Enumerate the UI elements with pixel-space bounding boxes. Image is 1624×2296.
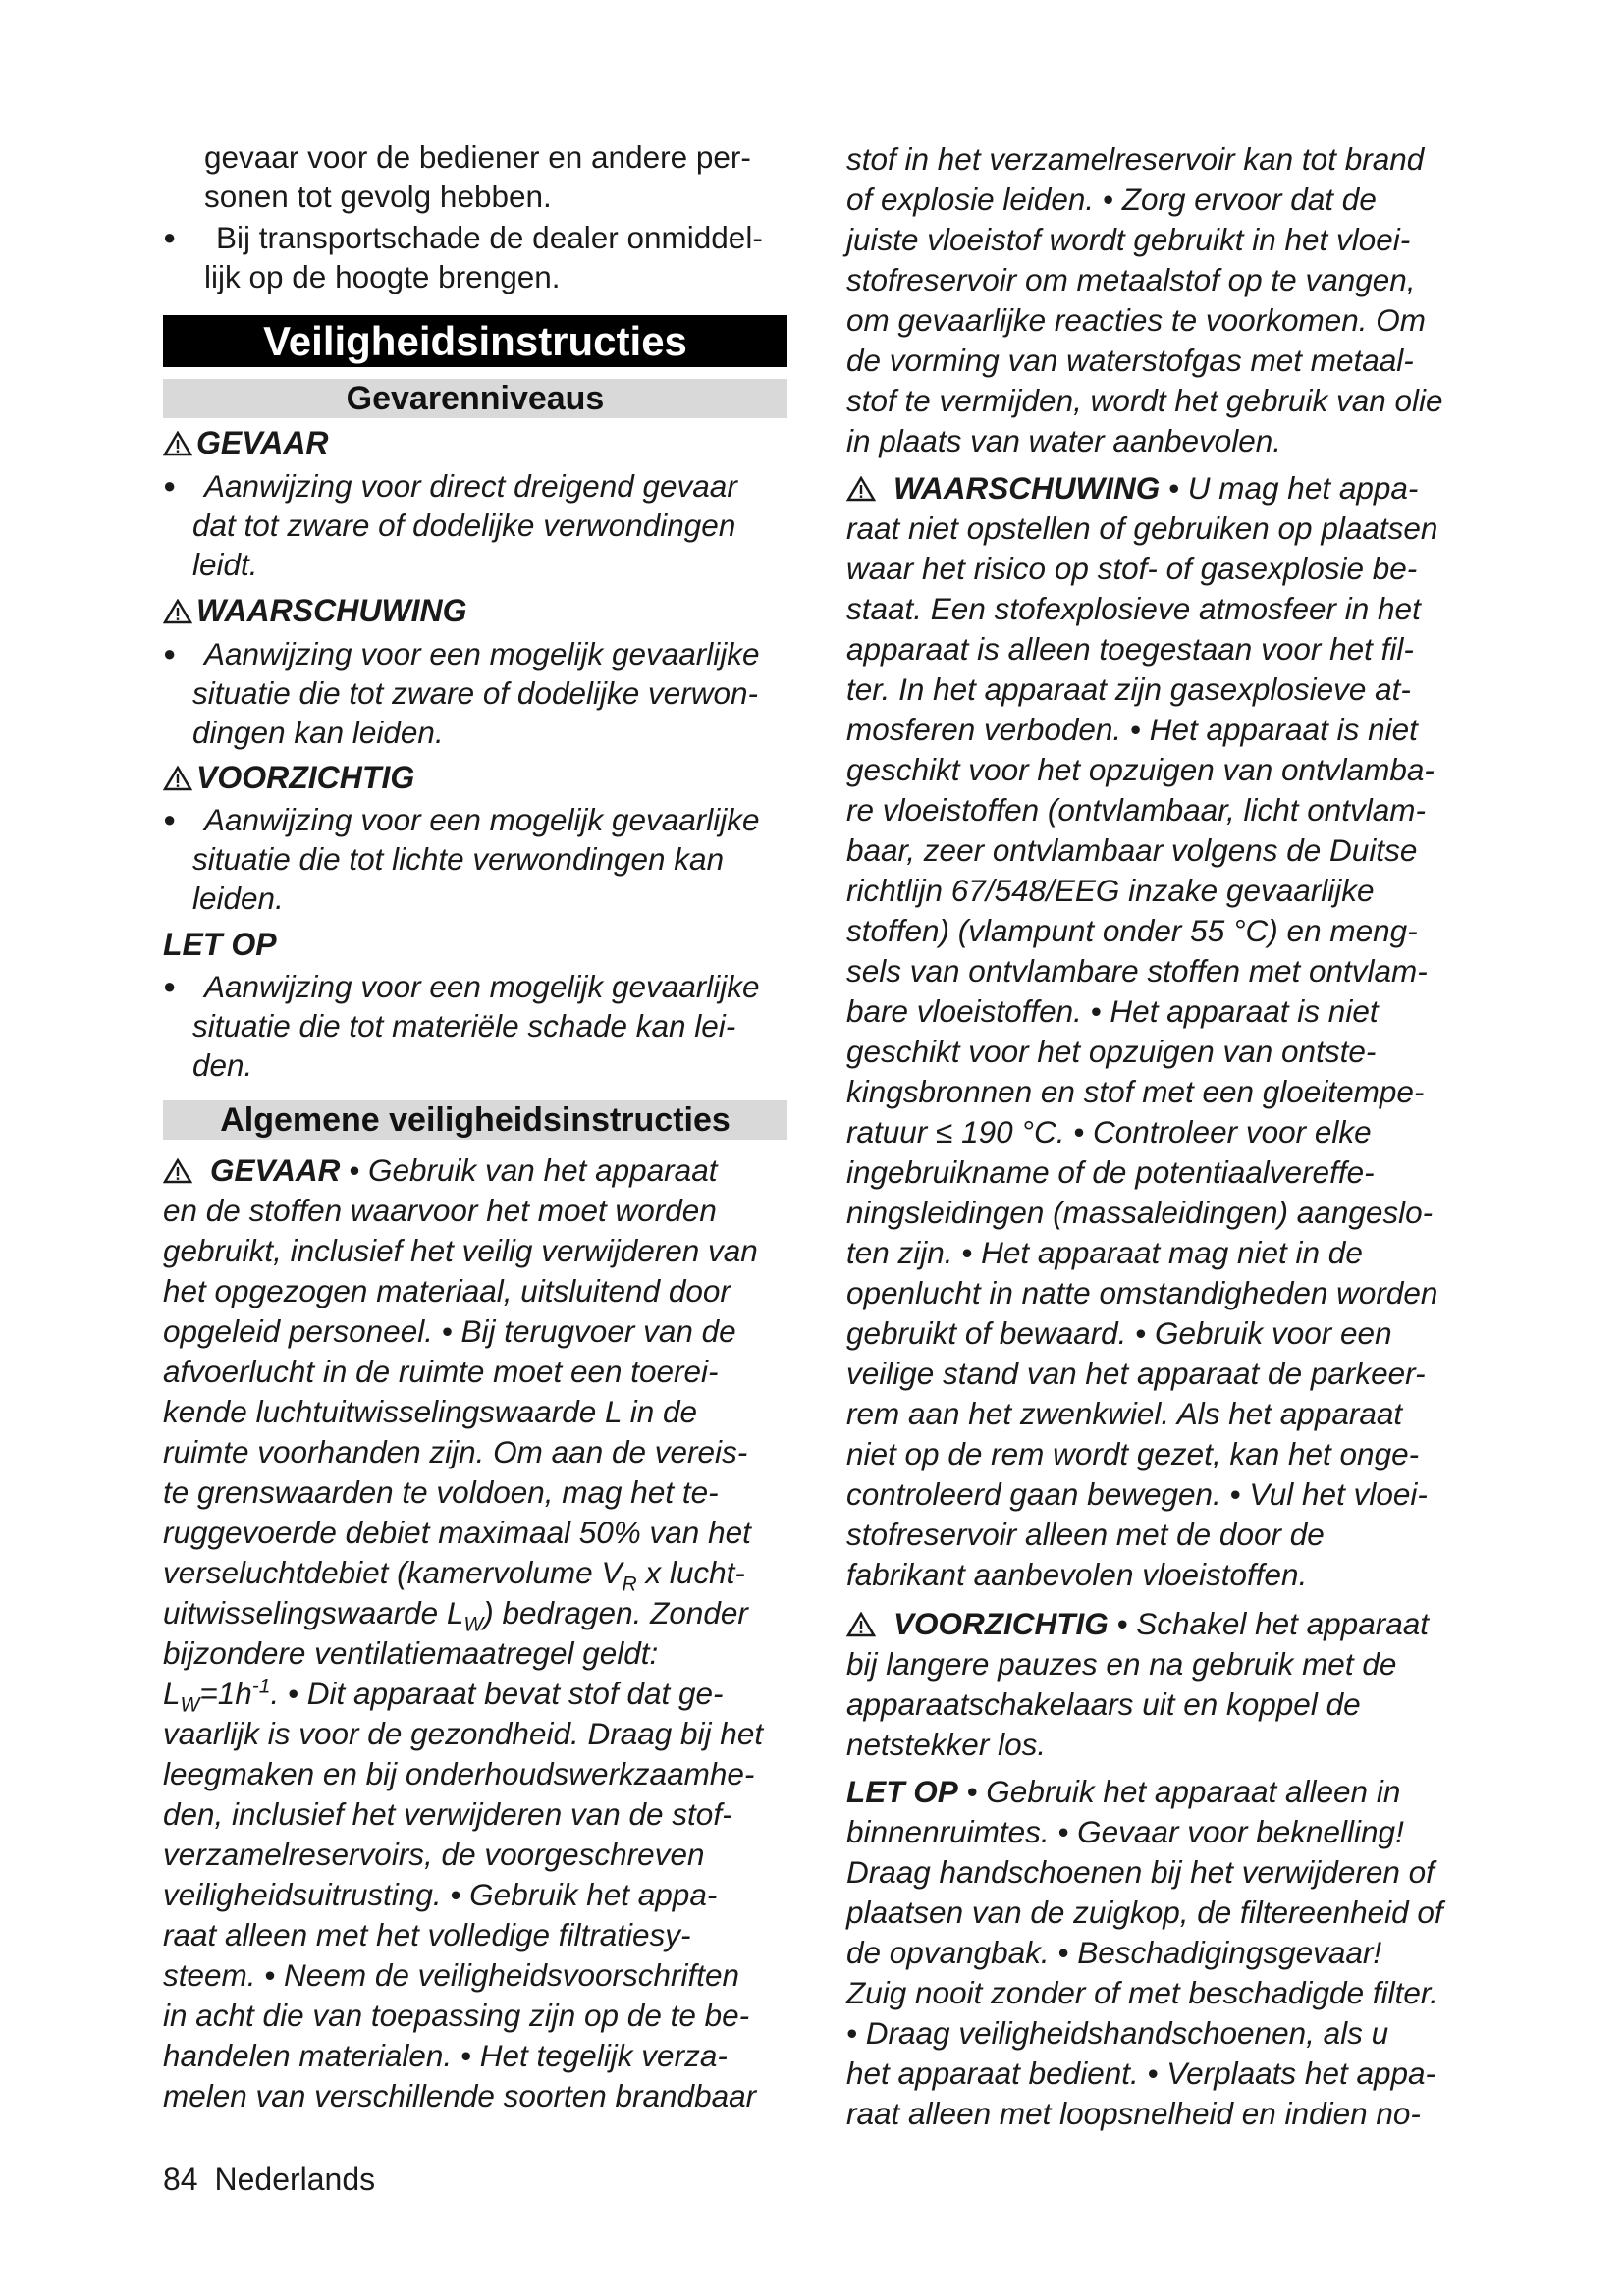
level-description: situatie die tot materiële schade kan lei-	[192, 1008, 736, 1043]
level-description: Aanwijzing voor een mogelijk gevaarlijke	[204, 802, 760, 837]
right-text-line: ingebruikname of de potentiaalvereffe-	[846, 1154, 1375, 1190]
general-text-line: verseluchtdebiet (kamervolume $V_R$ x lucht-	[163, 1555, 745, 1596]
right-text-line: stoffen) (vlampunt onder 55 °C) en meng-	[846, 913, 1418, 948]
right-text-line: WAARSCHUWING • U mag het appa-	[846, 468, 1418, 507]
bullet-dot: ●	[163, 473, 177, 498]
page-footer	[163, 2160, 375, 2199]
right-text-line: • Draag veiligheidshandschoenen, als u	[846, 2015, 1389, 2051]
level-description: situatie die tot zware of dodelijke verwon-	[192, 675, 759, 711]
right-text-line: richtlijn 67/548/EEG inzake gevaarlijke	[846, 873, 1375, 908]
let-op-heading: LET OP	[163, 927, 277, 962]
level-description: situatie die tot lichte verwondingen kan	[192, 841, 725, 877]
general-text-line: ruggevoerde debiet maximaal 50% van het	[163, 1515, 751, 1550]
voorzichtig-label: VOORZICHTIG	[893, 1606, 1109, 1641]
right-text-line: bij langere pauzes en na gebruik met de	[846, 1646, 1397, 1682]
general-text-line: gebruikt, inclusief het veilig verwijderen van	[163, 1233, 758, 1268]
warning-triangle-icon	[163, 1158, 192, 1184]
right-text-line: of explosie leiden. • Zorg ervoor dat de	[846, 182, 1377, 217]
general-text-line: het opgezogen materiaal, uitsluitend door	[163, 1273, 731, 1308]
right-text-line: waar het risico op stof- of gasexplosie be-	[846, 551, 1418, 586]
right-text-line: ten zijn. • Het apparaat mag niet in de	[846, 1235, 1363, 1270]
right-text-line: binnenruimtes. • Gevaar voor beknelling!	[846, 1814, 1404, 1849]
right-text-line: het apparaat bedient. • Verplaats het appa-	[846, 2056, 1436, 2091]
right-text-line: staat. Een stofexplosieve atmosfeer in het	[846, 591, 1421, 626]
right-text-line: de vorming van waterstofgas met metaal-	[846, 343, 1414, 378]
right-text-line: stofreservoir om metaalstof op te vangen,	[846, 262, 1416, 297]
right-text-line: re vloeistoffen (ontvlambaar, licht ontvlam-	[846, 792, 1427, 828]
general-text-line: GEVAAR • Gebruik van het apparaat	[163, 1150, 717, 1190]
right-text-line: baar, zeer ontvlambaar volgens de Duitse	[846, 832, 1418, 868]
right-text-line: rem aan het zwenkwiel. Als het apparaat	[846, 1396, 1403, 1431]
right-text-line: mosferen verboden. • Het apparaat is niet	[846, 712, 1418, 747]
level-description: den.	[192, 1047, 253, 1083]
right-text-line: stof in het verzamelreservoir kan tot brand	[846, 141, 1425, 177]
gevaar-heading: GEVAAR	[163, 423, 329, 462]
intro-line: gevaar voor de bediener en andere per-	[204, 139, 751, 175]
general-text-line: veiligheidsuitrusting. • Gebruik het appa-	[163, 1877, 718, 1912]
general-text-line: uitwisselingswaarde $L_W$) bedragen. Zonder	[163, 1595, 748, 1636]
right-text-line: plaatsen van de zuigkop, de filtereenheid of	[846, 1895, 1443, 1930]
right-text-line: gebruikt of bewaard. • Gebruik voor een	[846, 1315, 1392, 1351]
section-title: Veiligheidsinstructies	[163, 315, 787, 367]
voorzichtig-heading: VOORZICHTIG	[163, 758, 414, 797]
level-description: Aanwijzing voor een mogelijk gevaarlijke	[204, 636, 760, 671]
warning-triangle-icon	[163, 599, 192, 624]
right-text-line: Draag handschoenen bij het verwijderen of	[846, 1854, 1435, 1890]
right-text-line: bare vloeistoffen. • Het apparaat is niet	[846, 993, 1379, 1029]
general-text-line: ruimte voorhanden zijn. Om aan de vereis-	[163, 1434, 748, 1469]
warning-triangle-icon	[846, 1612, 876, 1637]
right-text-line: geschikt voor het opzuigen van ontvlamba-	[846, 752, 1435, 787]
right-text-line: in plaats van water aanbevolen.	[846, 423, 1282, 458]
right-text-line: veilige stand van het apparaat de parkeer-	[846, 1356, 1426, 1391]
right-text-line: apparaatschakelaars uit en koppel de	[846, 1686, 1361, 1722]
general-text-line: handelen materialen. • Het tegelijk verza-	[163, 2038, 728, 2073]
right-text-line: LET OP • Gebruik het apparaat alleen in	[846, 1774, 1401, 1809]
subsection-header: Gevarenniveaus	[163, 379, 787, 418]
right-text-line: ratuur ≤ 190 °C. • Controleer voor elke	[846, 1114, 1372, 1149]
right-text-line: de opvangbak. • Beschadigingsgevaar!	[846, 1935, 1382, 1970]
right-text-line: stof te vermijden, wordt het gebruik van olie	[846, 383, 1443, 418]
right-text-line: kingsbronnen en stof met een gloeitempe-	[846, 1074, 1425, 1109]
subsection-header: Algemene veiligheidsinstructies	[163, 1100, 787, 1140]
right-text-line: controleerd gaan bewegen. • Vul het vloei-	[846, 1476, 1428, 1512]
general-text-line: vaarlijk is voor de gezondheid. Draag bij het	[163, 1716, 764, 1751]
level-description: dat tot zware of dodelijke verwondingen	[192, 507, 736, 543]
right-text-line: apparaat is alleen toegestaan voor het fil-	[846, 631, 1414, 667]
general-text-line: opgeleid personeel. • Bij terugvoer van de	[163, 1313, 736, 1349]
right-text-line: ter. In het apparaat zijn gasexplosieve at-	[846, 671, 1411, 707]
general-text-line: afvoerlucht in de ruimte moet een toerei-	[163, 1354, 719, 1389]
general-text-line: en de stoffen waarvoor het moet worden	[163, 1193, 717, 1228]
right-text-line: VOORZICHTIG • Schakel het apparaat	[846, 1604, 1429, 1643]
right-text-line: sels van ontvlambare stoffen met ontvlam-	[846, 953, 1428, 988]
general-text-line: leegmaken en bij onderhoudswerkzaamhe-	[163, 1756, 755, 1791]
right-text-line: openlucht in natte omstandigheden worden	[846, 1275, 1438, 1310]
general-text-line: te grenswaarden te voldoen, mag het te-	[163, 1474, 719, 1510]
right-text-line: fabrikant aanbevolen vloeistoffen.	[846, 1557, 1308, 1592]
warning-triangle-icon	[846, 476, 876, 502]
right-text-line: stofreservoir alleen met de door de	[846, 1517, 1325, 1552]
right-text-line: netstekker los.	[846, 1727, 1047, 1762]
let-op-label: LET OP	[846, 1774, 958, 1809]
general-text-line: bijzondere ventilatiemaatregel geldt:	[163, 1635, 659, 1671]
general-text-line: raat alleen met het volledige filtratiesy-	[163, 1917, 691, 1952]
general-text-line: steem. • Neem de veiligheidsvoorschriften	[163, 1957, 740, 1993]
general-text-line: melen van verschillende soorten brandbaar	[163, 2078, 757, 2113]
level-description: leiden.	[192, 881, 284, 916]
bullet-dot: ●	[163, 807, 177, 831]
level-description: Aanwijzing voor een mogelijk gevaarlijke	[204, 969, 760, 1004]
warning-triangle-icon	[163, 431, 192, 456]
right-text-line: geschikt voor het opzuigen van ontste-	[846, 1034, 1377, 1069]
bullet-dot: ●	[163, 974, 177, 998]
general-text-line: verzamelreservoirs, de voorgeschreven	[163, 1837, 705, 1872]
right-text-line: raat alleen met loopsnelheid en indien no-	[846, 2096, 1421, 2131]
footer-language: Nederlands	[214, 2162, 376, 2197]
right-text-line: ningsleidingen (massaleidingen) aangeslo-	[846, 1195, 1434, 1230]
general-text-line: kende luchtuitwisselingswaarde L in de	[163, 1394, 698, 1429]
warning-triangle-icon	[163, 766, 192, 791]
right-text-line: niet op de rem wordt gezet, kan het onge-	[846, 1436, 1420, 1471]
intro-bullet-line: Bij transportschade de dealer onmiddel-	[216, 220, 763, 255]
level-description: Aanwijzing voor direct dreigend gevaar	[204, 468, 737, 504]
right-text-line: Zuig nooit zonder of met beschadigde filter.	[846, 1975, 1438, 2010]
right-text-line: raat niet opstellen of gebruiken op plaatsen	[846, 510, 1438, 546]
bullet-dot: ●	[163, 225, 177, 249]
page-number: 84	[163, 2162, 198, 2197]
general-text-line: $L_W=1h^{-1}$. • Dit apparaat bevat stof dat ge-	[163, 1675, 724, 1717]
general-text-line: in acht die van toepassing zijn op de te be-	[163, 1998, 750, 2033]
bullet-dot: ●	[163, 641, 177, 666]
right-text-line: juiste vloeistof wordt gebruikt in het vloei-	[846, 222, 1411, 257]
general-text-line: den, inclusief het verwijderen van de stof-	[163, 1796, 732, 1832]
gevaar-label: GEVAAR	[210, 1152, 341, 1188]
waarschuwing-heading: WAARSCHUWING	[163, 591, 467, 630]
level-description: dingen kan leiden.	[192, 715, 444, 750]
right-text-line: om gevaarlijke reacties te voorkomen. Om	[846, 302, 1426, 338]
level-description: leidt.	[192, 547, 258, 582]
waarschuwing-label: WAARSCHUWING	[893, 470, 1161, 506]
intro-line: sonen tot gevolg hebben.	[204, 179, 552, 214]
intro-bullet-line: lijk op de hoogte brengen.	[204, 259, 561, 294]
